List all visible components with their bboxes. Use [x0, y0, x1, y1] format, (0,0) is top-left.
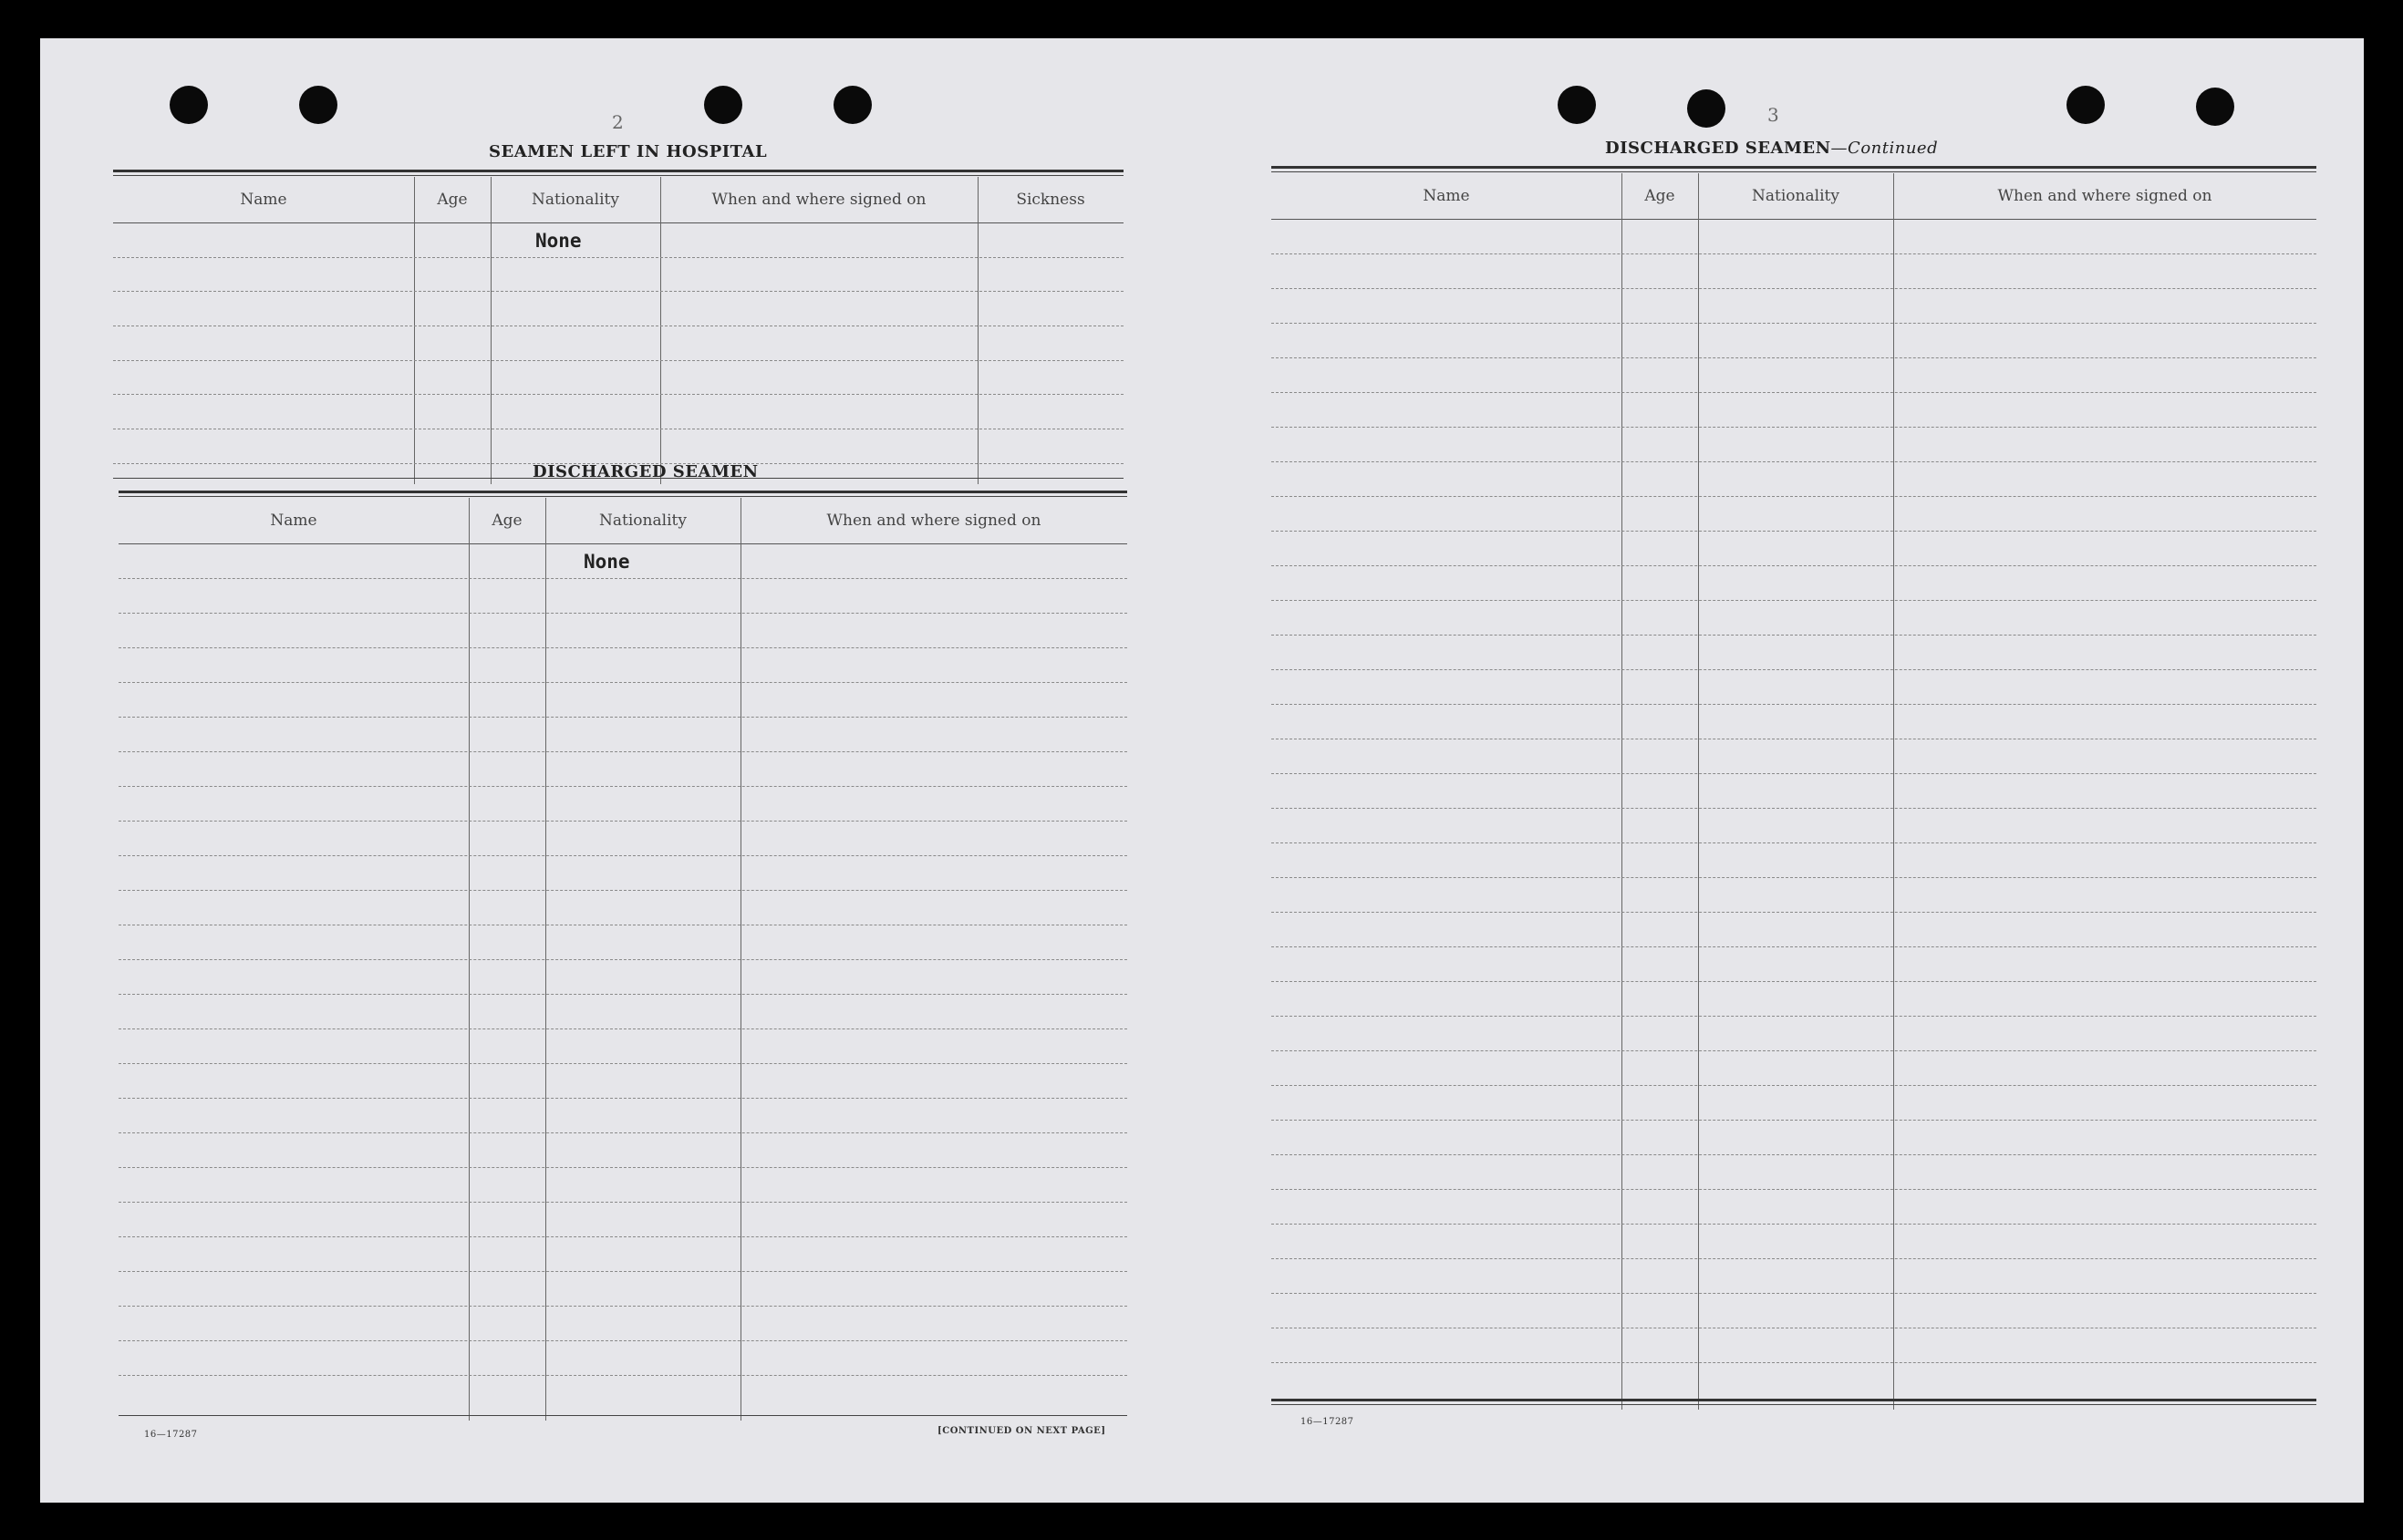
punch-hole — [299, 86, 337, 124]
punch-hole — [2066, 86, 2105, 124]
punch-hole — [1558, 86, 1596, 124]
hospital-table — [113, 170, 1124, 484]
column-header-nationality: Nationality — [532, 191, 619, 209]
continued-note: [CONTINUED ON NEXT PAGE] — [937, 1426, 1106, 1436]
column-header-name: Name — [1423, 187, 1470, 205]
discharged-section-title: DISCHARGED SEAMEN — [533, 462, 759, 481]
discharged-continued-title — [1605, 139, 1938, 158]
form-sheet — [40, 38, 2364, 1503]
column-header-age: Age — [492, 512, 523, 530]
hospital-section-title: SEAMEN LEFT IN HOSPITAL — [489, 142, 768, 161]
column-header-age: Age — [437, 191, 468, 209]
page-number: 2 — [612, 111, 624, 133]
column-header-sickness: Sickness — [1016, 191, 1085, 209]
column-header-nationality: Nationality — [1752, 187, 1839, 205]
column-header-name: Name — [270, 512, 317, 530]
column-header-signed-on: When and where signed on — [1997, 187, 2212, 205]
punch-hole — [1687, 89, 1725, 128]
form-number: 16—17287 — [144, 1430, 198, 1440]
punch-hole — [704, 86, 742, 124]
punch-hole — [2196, 88, 2234, 126]
discharged-table — [119, 491, 1127, 1421]
punch-hole — [834, 86, 872, 124]
column-header-signed-on: When and where signed on — [711, 191, 927, 209]
column-header-nationality: Nationality — [599, 512, 687, 530]
form-number: 16—17287 — [1300, 1417, 1354, 1427]
discharged-entry-none: None — [584, 551, 630, 573]
hospital-entry-none: None — [535, 230, 582, 252]
section-title-text: DISCHARGED SEAMEN — [1605, 139, 1831, 158]
column-header-age: Age — [1644, 187, 1675, 205]
column-header-signed-on: When and where signed on — [826, 512, 1041, 530]
punch-hole — [170, 86, 208, 124]
section-title-suffix: —Continued — [1830, 139, 1939, 158]
page-number: 3 — [1767, 104, 1779, 126]
column-header-name: Name — [240, 191, 287, 209]
discharged-continued-table — [1271, 166, 2316, 1411]
